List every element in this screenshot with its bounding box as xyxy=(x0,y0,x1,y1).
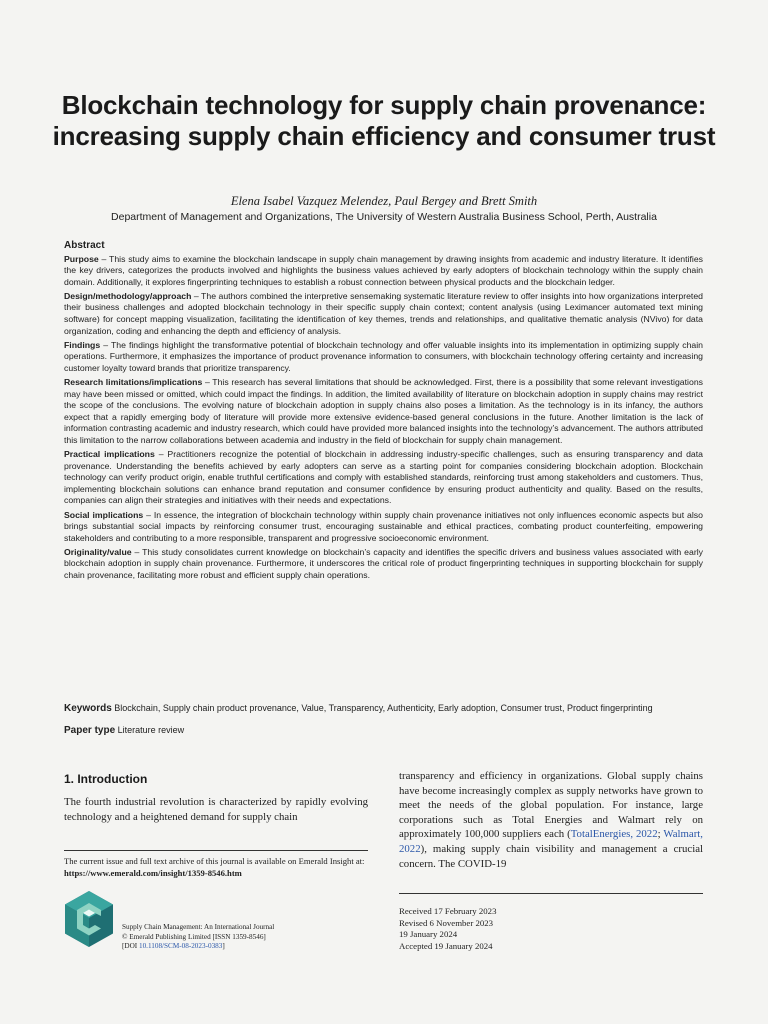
journal-publisher: © Emerald Publishing Limited [ISSN 1359-8546] xyxy=(122,932,266,941)
abstract-text: – Practitioners recognize the potential of blockchain in addressing industry-specific challenges, such as ensuring transparency and data provenance. Understanding the benefits achieved by early adopters can serve as a starting point for companies considering blockchain adoption. Blockchain technology can verify product origin, enable truthful certifications and comply with established standards, reinforcing trust among stakeholders and customers. Thus, implementing blockchain solutions can enhance brand reputation and consumer confidence by ensuring product authenticity and quality. Based on the results, companies can align their strategies and initiatives with their needs and expectations. xyxy=(64,449,704,506)
journal-archive-note xyxy=(64,855,368,879)
intro-column-right xyxy=(399,769,703,871)
doi-link[interactable]: 10.1108/SCM-08-2023-0383 xyxy=(138,942,223,951)
section-heading: 1. Introduction xyxy=(64,772,148,786)
abstract-label: Findings xyxy=(64,339,101,350)
citation-link[interactable]: Walmart, 2022 xyxy=(399,828,703,855)
abstract-purpose xyxy=(64,254,703,289)
abstract-label: Research limitations/implications xyxy=(64,377,203,388)
keywords-text: Blockchain, Supply chain product provenance, Value, Transparency, Authenticity, Early adoption, Consumer trust, Product fingerprinting xyxy=(111,703,653,713)
author-affiliation: Department of Management and Organizations, The University of Western Australia Business School, Perth, Australia xyxy=(111,211,657,223)
doi-suffix: ] xyxy=(222,942,225,951)
accepted-date: Accepted 19 January 2024 xyxy=(399,940,493,951)
journal-url-link[interactable]: https://www.emerald.com/insight/1359-8546.htm xyxy=(64,868,242,878)
dates-divider xyxy=(399,893,703,894)
footnote-divider xyxy=(64,850,368,851)
abstract-label: Originality/value xyxy=(64,546,132,557)
abstract-text: – The findings highlight the transformative potential of blockchain technology and offer valuable insights into its implementation in optimizing supply chain operations. Furthermore, it emphasizes the importance of product provenance information to consumers, with blockchain technology offering certainty and increasing customer loyalty toward brands that prioritize transparency. xyxy=(64,339,703,373)
abstract-practical xyxy=(64,449,703,507)
citation-link[interactable]: TotalEnergies, 2022 xyxy=(570,828,658,841)
doi-prefix: [DOI xyxy=(122,942,139,951)
paper-type-line xyxy=(64,725,184,736)
citation-separator: ; xyxy=(657,828,664,841)
intro-text: transparency and efficiency in organizations. Global supply chains have become increasingly complex as supply networks have grown to meet the needs of the global population. For instance, large corporations such as Total Energies and Walmart rely on approximately 100,000 suppliers each ( xyxy=(399,770,703,841)
abstract-text: – This study aims to examine the blockchain landscape in supply chain management by drawing insights from academic and industry literature. It identifies the key drivers, categorizes the products involved and highlights the business values achieved by early adopters of blockchain technology within the supply chain domain. Additionally, it explores fingerprinting techniques to establish a robust connection between physical products and the blockchain ledger. xyxy=(64,253,703,287)
journal-name: Supply Chain Management: An International Journal xyxy=(122,923,275,931)
article-history xyxy=(399,906,496,952)
abstract-text: – This study consolidates current knowledge on blockchain’s capacity and identifies the specific drivers and business values associated with early blockchain adoption in supply chain provenance. Furthermore, it underscores the critical role of product fingerprinting techniques in supporting blockchain for supply chain provenance, facilitating more robust and efficient supply chain operations. xyxy=(64,546,703,581)
intro-column-left: The fourth industrial revolution is characterized by rapidly evolving technology and a heightened demand for supply chain xyxy=(64,796,368,823)
revised-date: Revised 6 November 2023 xyxy=(399,917,494,928)
paper-type-label: Paper type xyxy=(64,725,116,736)
abstract-text: – In essence, the integration of blockchain technology within supply chain provenance initiatives not only influences economic aspects but also brings substantial social impacts by reinforcing consumer trust, encouraging sustainable and ethical practices, combating product counterfeiting, empowering stakeholders and contributing to a more responsible, transparent and progressive socioeconomic environment. xyxy=(64,509,703,543)
author-separator: , xyxy=(388,194,395,208)
author-name: Paul Bergey xyxy=(394,194,457,208)
abstract-findings xyxy=(64,340,703,375)
abstract-text: – This research has several limitations that should be acknowledged. First, there is a possibility that some relevant investigations may have been missed or omitted, which could impact the findings. In addition, the limited availability of literature on blockchain adoption in supply chains may restrict the scope of the conclusions. The evolving nature of blockchain adoption in supply chains also poses a limitation. As the technology is in its infancy, the authors expect that a rapidly emerging body of literature will provide more extensive evidence-based general conclusions in the future. Another limitation is the lack of information contrasting academic and industry research, which could have provided more balanced insights into the technology’s advancement. The authors attributed this limitation to the narrow collaborations between academia and industry in the field of blockchain for supply chain management. xyxy=(64,377,703,445)
abstract-originality xyxy=(64,547,703,582)
journal-doi xyxy=(122,942,274,952)
abstract-label: Practical implications xyxy=(64,449,155,460)
abstract-section xyxy=(64,240,703,584)
paper-type-value: Literature review xyxy=(115,725,185,735)
revised-date: 19 January 2024 xyxy=(399,929,458,940)
abstract-text: – The authors combined the interpretive sensemaking systematic literature review to offer insights into how organizations interpreted their business challenges and adopted blockchain technology in their specific supply chain context; content analysis (using Leximancer automated text mining software) for concept mapping visualization, facilitating the identification of key themes, trends and relationships, and qualitative thematic analysis (NVivo) for data organization, coding and enhancing the depth and efficiency of analysis. xyxy=(64,290,703,336)
abstract-design xyxy=(64,291,703,337)
author-name: Brett Smith xyxy=(481,194,538,208)
abstract-limitations xyxy=(64,377,703,447)
author-separator: and xyxy=(456,194,482,208)
emerald-logo-icon xyxy=(64,890,114,948)
abstract-social xyxy=(64,510,703,545)
intro-text: ), making supply chain visibility and management a crucial concern. The COVID-19 xyxy=(399,842,703,870)
abstract-label: Purpose xyxy=(64,253,99,264)
abstract-label: Social implications xyxy=(64,509,144,520)
keywords-line xyxy=(64,703,724,714)
footnote-text: The current issue and full text archive of this journal is available on Emerald Insight at: xyxy=(64,856,365,866)
keywords-label: Keywords xyxy=(64,703,112,714)
author-name: Elena Isabel Vazquez Melendez xyxy=(230,194,389,208)
article-title: Blockchain technology for supply chain provenance: increasing supply chain efficiency and consumer trust xyxy=(52,90,716,151)
journal-info xyxy=(122,923,274,952)
abstract-heading: Abstract xyxy=(64,240,105,251)
received-date: Received 17 February 2023 xyxy=(399,906,497,916)
author-list xyxy=(0,194,768,209)
abstract-label: Design/methodology/approach xyxy=(64,290,192,301)
